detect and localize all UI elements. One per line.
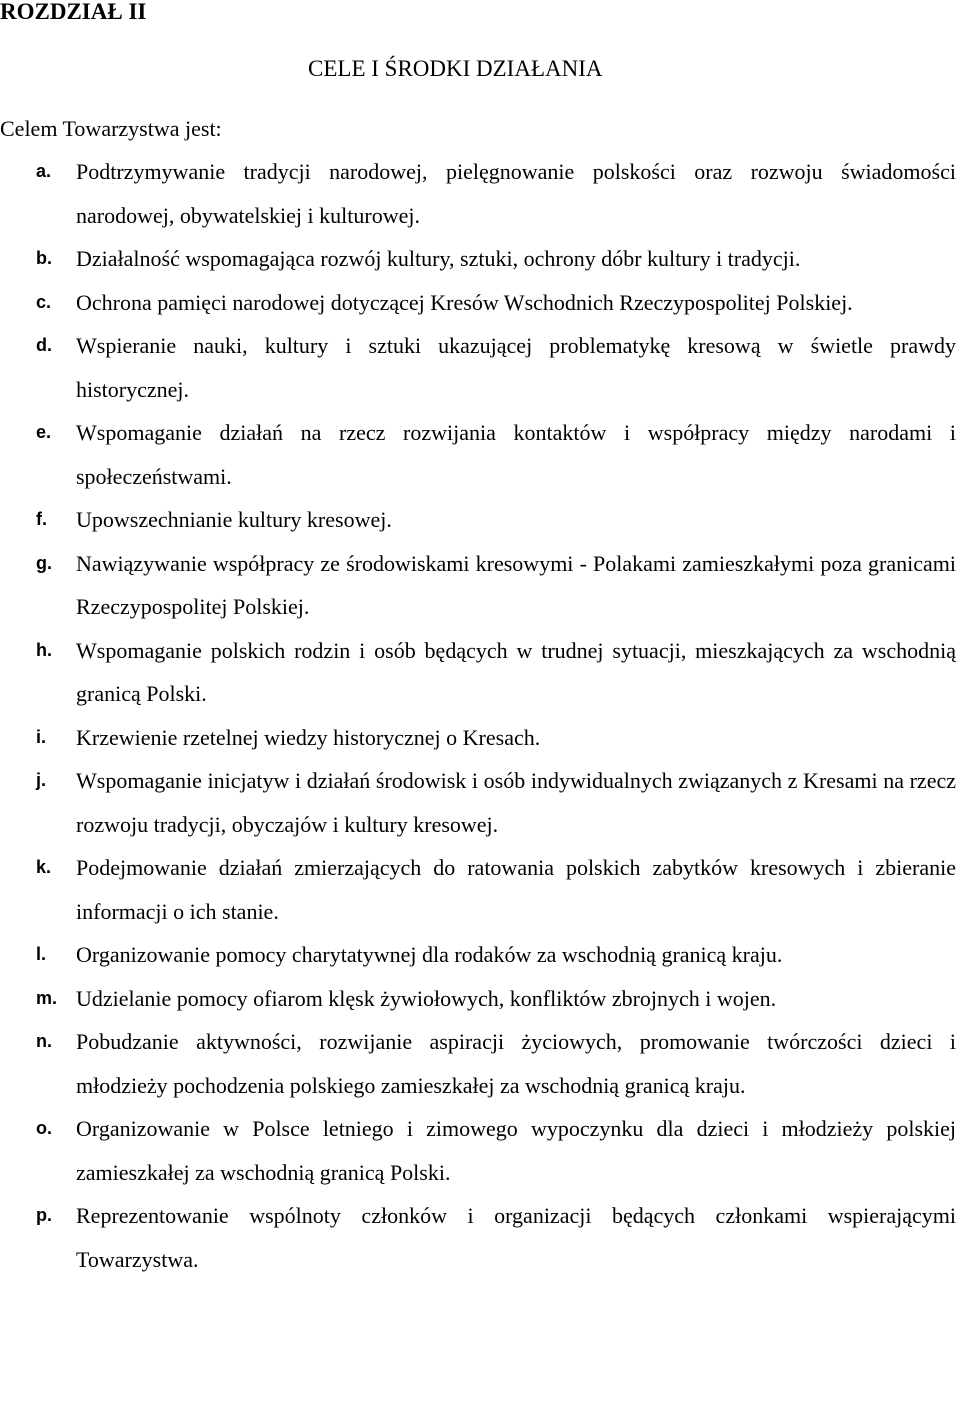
list-marker: f. [36, 509, 47, 529]
list-item [0, 324, 960, 411]
list-marker: j. [36, 770, 47, 790]
list-item [0, 846, 960, 933]
list-item-text: Działalność wspomagająca rozwój kultury, sztuki, ochrony dóbr kultury i tradycji. [76, 246, 801, 271]
list-item [0, 933, 960, 977]
list-item [0, 150, 960, 237]
list-marker: e. [36, 422, 52, 442]
list-item-text: Podejmowanie działań zmierzających do ratowania polskich zabytków kresowych i zbieranie informacji o ich stanie. [76, 855, 956, 924]
list-item-text: Nawiązywanie współpracy ze środowiskami kresowymi - Polakami zamieszkałymi poza granicami Rzeczypospolitej Polskiej. [76, 550, 956, 619]
list-marker: n. [36, 1031, 52, 1051]
list-marker: h. [36, 639, 52, 660]
goals-list [0, 150, 960, 1281]
list-item [0, 1020, 960, 1107]
list-marker: k. [36, 857, 52, 877]
list-item [0, 629, 960, 716]
list-marker: b. [36, 248, 52, 268]
list-item-text: Wspomaganie inicjatyw i działań środowisk i osób indywidualnych związanych z Kresami na rzecz rozwoju tradycji, obyczajów i kultury kresowej. [76, 768, 956, 837]
list-item-text: Pobudzanie aktywności, rozwijanie aspiracji życiowych, promowanie twórczości dzieci i młodzieży pochodzenia polskiego zamieszkałej za wschodnią granicą kraju. [76, 1029, 956, 1098]
list-item [0, 759, 960, 846]
list-marker: i. [36, 726, 47, 747]
list-marker: p. [36, 1205, 52, 1225]
list-item-text: Udzielanie pomocy ofiarom klęsk żywiołowych, konfliktów zbrojnych i wojen. [76, 985, 777, 1011]
list-item-text: Ochrona pamięci narodowej dotyczącej Kresów Wschodnich Rzeczypospolitej Polskiej. [76, 289, 853, 315]
list-marker: c. [36, 291, 52, 312]
list-item [0, 237, 960, 281]
chapter-subtitle: CELE I ŚRODKI DZIAŁANIA [308, 56, 603, 81]
list-marker: a. [36, 161, 52, 181]
list-item [0, 542, 960, 629]
list-item-text: Wspieranie nauki, kultury i sztuki ukazującej problematykę kresową w świetle prawdy historycznej. [76, 333, 956, 402]
list-marker: m. [36, 987, 58, 1008]
list-item-text: Podtrzymywanie tradycji narodowej, pielęgnowanie polskości oraz rozwoju świadomości narodowej, obywatelskiej i kulturowej. [76, 159, 956, 228]
list-item-text: Reprezentowanie wspólnoty członków i organizacji będących członkami wspierającymi Towarzystwa. [76, 1203, 956, 1272]
list-marker: l. [36, 944, 47, 964]
list-item-text: Upowszechnianie kultury kresowej. [76, 507, 392, 532]
list-item [0, 716, 960, 760]
list-item [0, 498, 960, 542]
list-item [0, 1194, 960, 1281]
list-marker: d. [36, 335, 52, 355]
list-marker: o. [36, 1118, 52, 1138]
list-item [0, 977, 960, 1021]
list-item [0, 281, 960, 325]
list-item-text: Organizowanie pomocy charytatywnej dla rodaków za wschodnią granicą kraju. [76, 942, 783, 967]
list-marker: g. [36, 552, 52, 573]
list-item [0, 411, 960, 498]
intro-text: Celem Towarzystwa jest: [0, 116, 222, 141]
list-item-text: Wspomaganie polskich rodzin i osób będących w trudnej sytuacji, mieszkających za wschodnią granicą Polski. [76, 637, 956, 706]
chapter-heading: ROZDZIAŁ II [0, 0, 147, 24]
list-item-text: Krzewienie rzetelnej wiedzy historycznej o Kresach. [76, 724, 541, 750]
list-item [0, 1107, 960, 1194]
list-item-text: Wspomaganie działań na rzecz rozwijania kontaktów i współpracy między narodami i społeczeństwami. [76, 420, 956, 489]
list-item-text: Organizowanie w Polsce letniego i zimowego wypoczynku dla dzieci i młodzieży polskiej zamieszkałej za wschodnią granicą Polski. [76, 1116, 956, 1185]
